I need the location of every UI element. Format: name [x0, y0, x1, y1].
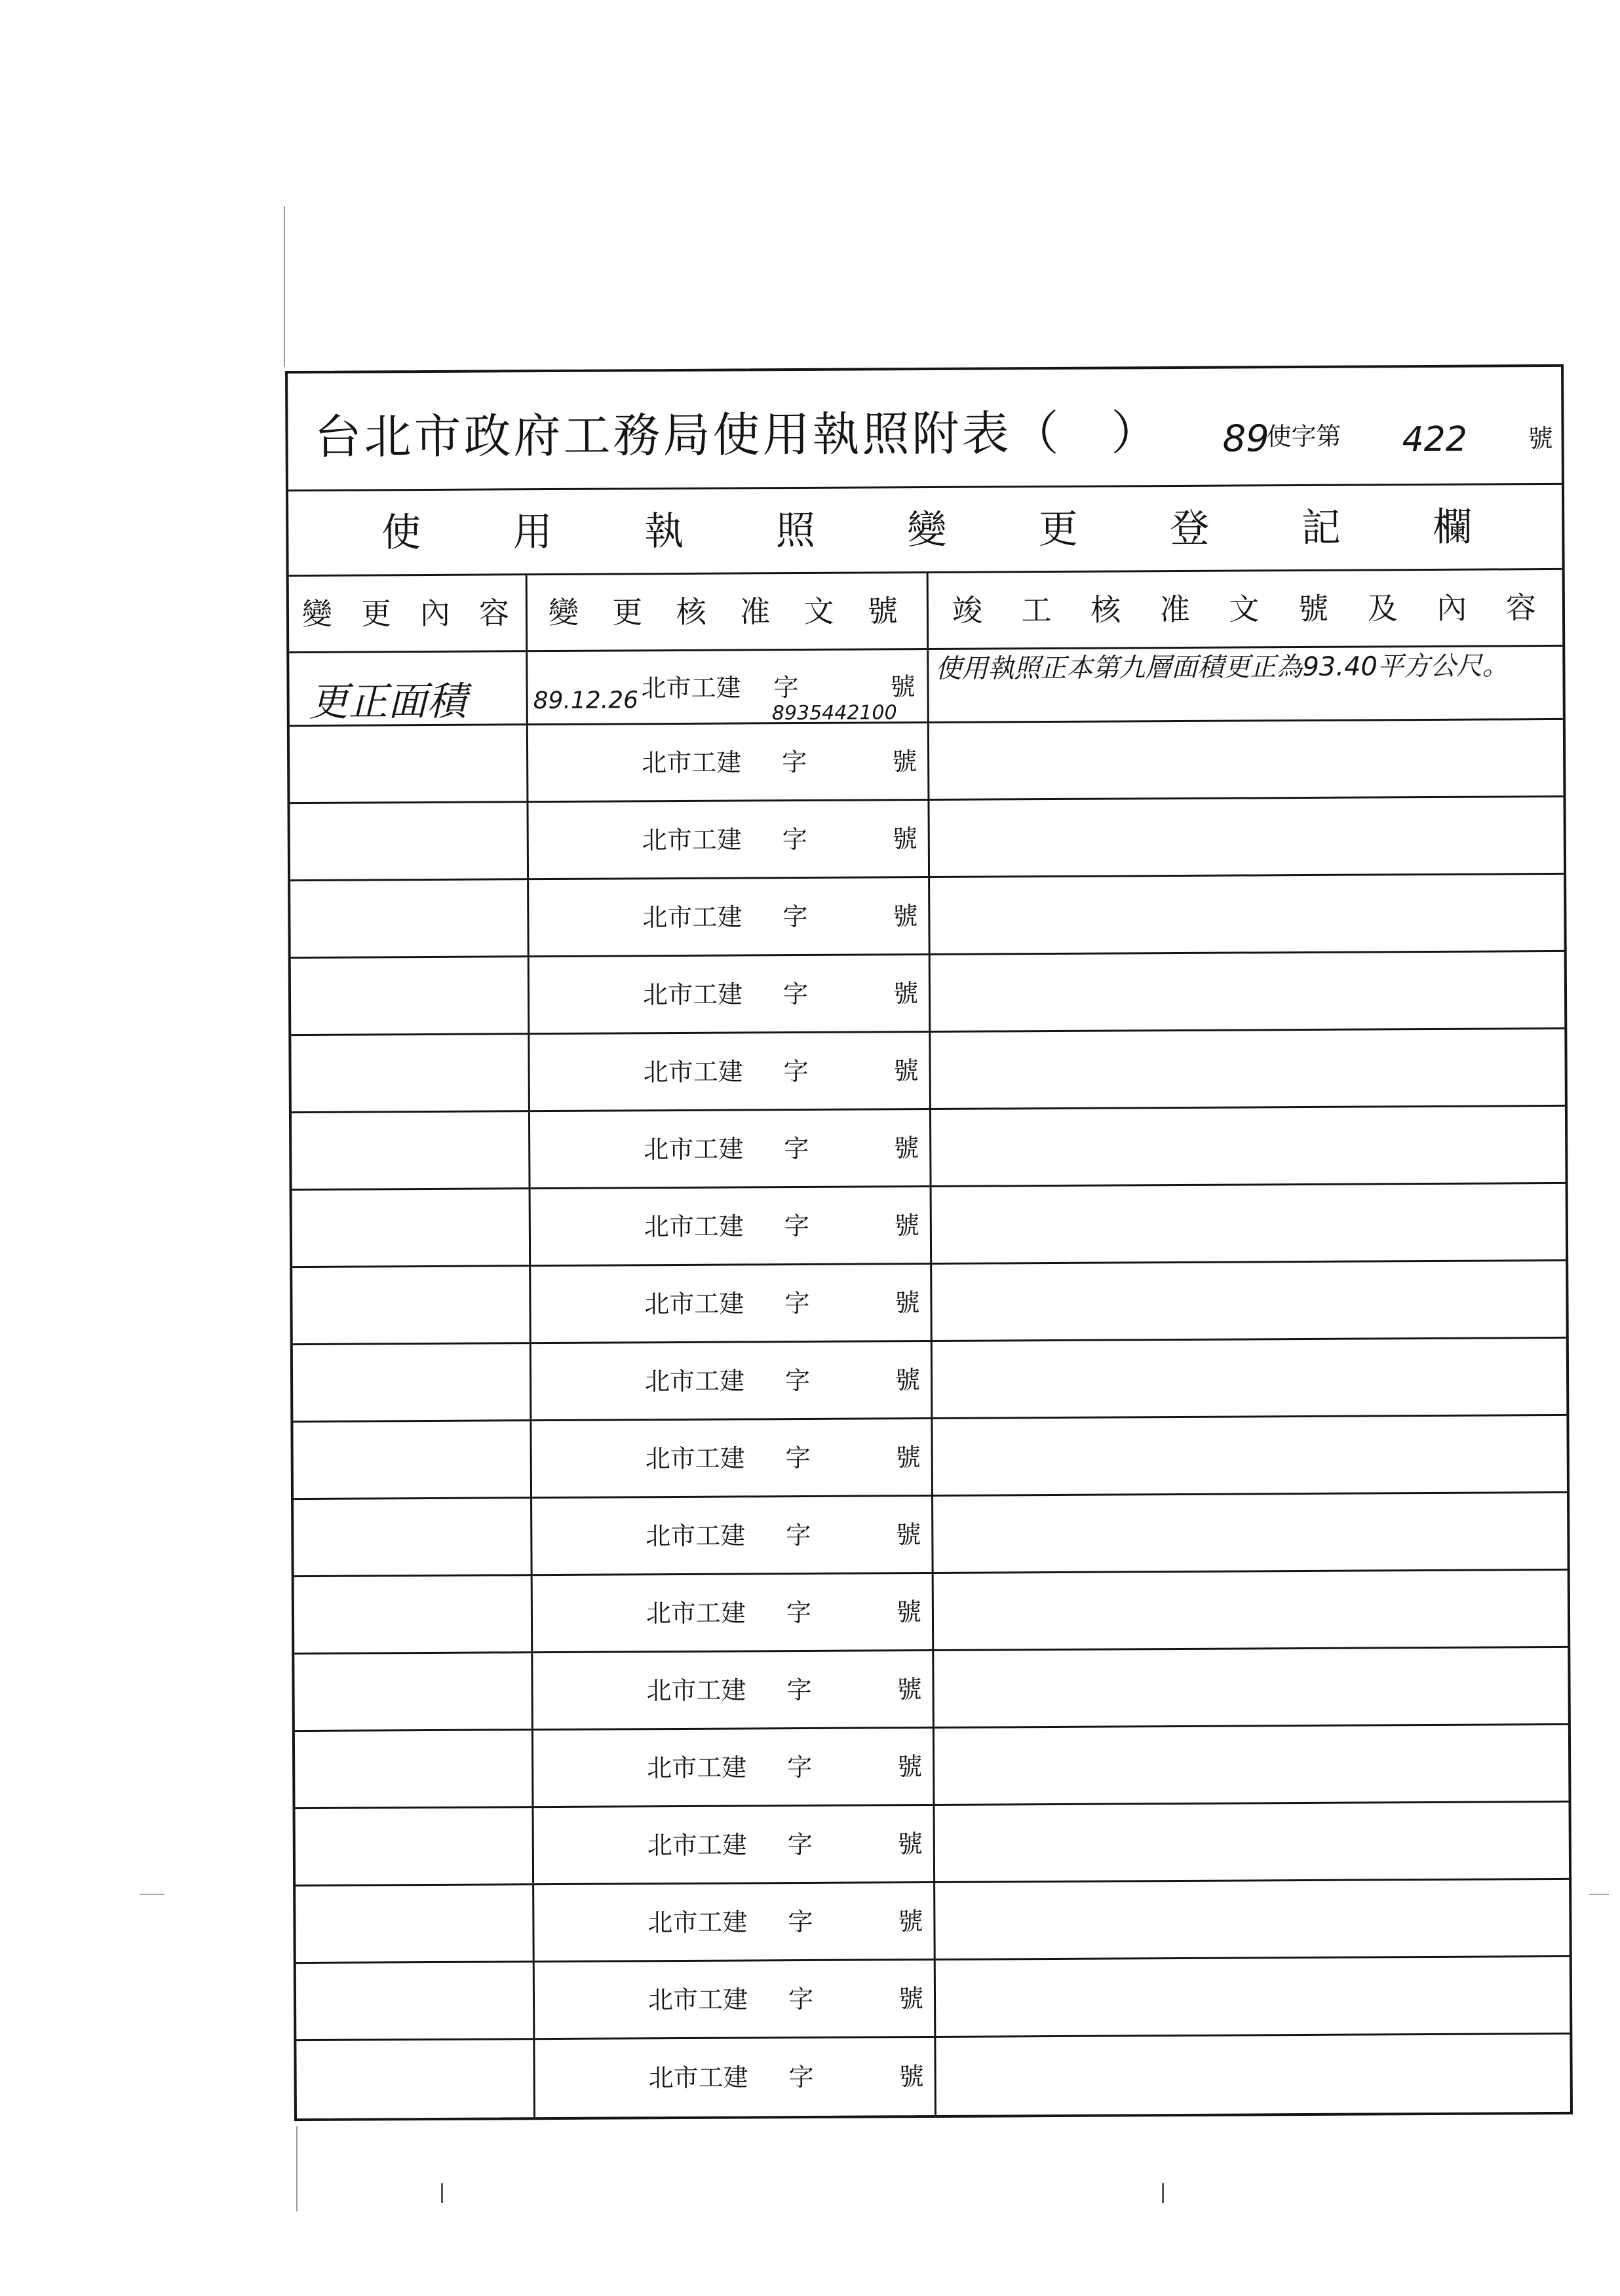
table-row [294, 1493, 1568, 1577]
change-content-cell [291, 1035, 530, 1111]
zi-label: 字 [783, 1056, 809, 1086]
heading-char: 更 [612, 594, 643, 630]
approval-doc-cell [531, 1265, 933, 1342]
header-cell [528, 573, 929, 650]
office-label: 北市工建 [647, 1752, 747, 1782]
form-title: 台北市政府工務局使用執照附表（ ） [314, 405, 1161, 465]
table-row [294, 1648, 1568, 1732]
table-row [291, 1029, 1565, 1113]
change-content-cell [291, 957, 530, 1034]
completion-cell [934, 1571, 1568, 1649]
approval-doc-cell [530, 955, 931, 1033]
heading-char: 及 [1367, 590, 1398, 626]
office-label: 北市工建 [642, 902, 742, 932]
hao-label: 號 [893, 901, 918, 930]
office-label: 北市工建 [644, 1134, 744, 1164]
change-content-cell [296, 2040, 535, 2118]
completion-cell [931, 1107, 1566, 1185]
section-heading-row [288, 485, 1562, 577]
approval-doc-cell [533, 1651, 935, 1729]
scan-tick [441, 2183, 443, 2203]
heading-char: 容 [1505, 590, 1537, 626]
change-content-cell [290, 803, 529, 879]
zi-label: 字 [782, 747, 807, 776]
office-label: 北市工建 [645, 1443, 745, 1473]
table-row [292, 1184, 1566, 1268]
approval-doc-cell [529, 878, 931, 955]
hao-label: 號 [893, 1056, 919, 1085]
heading-char: 內 [1437, 590, 1467, 626]
zi-label: 字 [773, 673, 799, 702]
approval-doc-cell [534, 1806, 936, 1883]
completion-cell [935, 1803, 1570, 1881]
table-row [292, 1107, 1566, 1191]
heading-char: 文 [1229, 591, 1260, 627]
table-row [292, 1261, 1566, 1345]
form-table [285, 364, 1573, 2121]
office-label: 北市工建 [647, 1907, 748, 1937]
zi-label: 字 [788, 1984, 814, 2014]
heading-char: 文 [803, 593, 834, 629]
license-suffix: 號 [1528, 423, 1553, 453]
table-row [296, 2035, 1570, 2118]
license-year: 89 [1222, 417, 1270, 461]
completion-cell [932, 1261, 1566, 1340]
table-row [295, 1725, 1569, 1809]
office-label: 北市工建 [644, 1366, 745, 1396]
table-row [293, 1416, 1567, 1500]
heading-char: 竣 [952, 592, 983, 628]
heading-char: 工 [1021, 592, 1052, 628]
scan-dash [1589, 1894, 1609, 1895]
license-label: 使字第 [1266, 421, 1341, 451]
approval-doc-cell [528, 801, 930, 878]
scan-tick [1162, 2183, 1164, 2203]
zi-label: 字 [784, 1211, 809, 1240]
completion-cell [929, 797, 1564, 876]
hao-label: 號 [894, 1210, 919, 1240]
heading-char: 更 [360, 596, 392, 632]
completion-cell [933, 1493, 1568, 1572]
header-cell [929, 570, 1563, 648]
change-content-cell [289, 652, 528, 725]
approval-doc-cell [534, 1883, 936, 1961]
office-label: 北市工建 [642, 824, 742, 854]
office-label: 北市工建 [643, 1056, 743, 1086]
heading-char: 記 [1301, 505, 1341, 551]
zi-label: 字 [786, 1520, 811, 1550]
change-content-text: 更正面積 [309, 678, 467, 725]
hao-label: 號 [898, 1906, 923, 1936]
office-label: 北市工建 [647, 1829, 747, 1860]
change-content-cell [293, 1421, 532, 1498]
column-header-completion [929, 570, 1563, 648]
heading-char: 內 [419, 595, 451, 632]
change-content-cell [294, 1653, 533, 1730]
zi-label: 字 [784, 1366, 811, 1395]
approval-doc-number: 8935442100 [771, 701, 897, 725]
approval-doc-cell [531, 1342, 933, 1419]
zi-label: 字 [784, 1134, 809, 1163]
change-content-cell [295, 1731, 534, 1807]
change-content-cell [294, 1576, 533, 1653]
heading-char: 更 [1038, 506, 1078, 552]
heading-char: 執 [644, 508, 684, 554]
heading-char: 核 [676, 594, 706, 630]
change-content-cell [292, 1112, 531, 1189]
office-label: 北市工建 [646, 1520, 746, 1550]
change-content-cell [294, 1499, 533, 1575]
completion-cell [933, 1339, 1567, 1417]
hao-label: 號 [898, 1983, 924, 2013]
completion-cell [930, 875, 1564, 953]
scan-dash [140, 1894, 164, 1895]
office-label: 北市工建 [644, 1288, 744, 1318]
approval-doc-cell [531, 1187, 933, 1265]
change-content-cell [296, 1885, 535, 1962]
section-heading [381, 504, 1472, 556]
approval-date: 89.12.26 [533, 687, 639, 715]
approval-doc-cell [533, 1729, 935, 1806]
hao-label: 號 [890, 672, 916, 702]
completion-text: 使用執照正本第九層面積更正為93.40平方公尺。 [935, 651, 1509, 684]
change-content-cell [290, 725, 529, 802]
approval-doc-cell [532, 1497, 934, 1574]
approval-doc-cell [528, 723, 930, 801]
change-content-cell [293, 1344, 532, 1421]
table-row [290, 720, 1564, 804]
completion-cell [934, 1648, 1568, 1727]
office-label: 北市工建 [641, 673, 741, 703]
approval-doc-cell [535, 2038, 936, 2117]
heading-char: 核 [1090, 592, 1121, 628]
title-row [288, 367, 1562, 491]
change-content-cell [292, 1189, 531, 1266]
table-row [290, 797, 1564, 881]
completion-cell [933, 1416, 1567, 1495]
hao-label: 號 [898, 2062, 924, 2092]
zi-label: 字 [788, 2062, 814, 2092]
table-row [296, 1880, 1570, 1964]
hao-label: 號 [895, 1365, 921, 1394]
office-label: 北市工建 [648, 2063, 748, 2093]
zi-label: 字 [785, 1443, 811, 1472]
heading-char: 欄 [1433, 504, 1473, 550]
change-content-cell [296, 1962, 535, 2039]
approval-doc-cell [531, 1419, 933, 1497]
office-label: 北市工建 [647, 1984, 748, 2014]
hao-label: 號 [895, 1288, 920, 1317]
completion-cell [929, 647, 1563, 721]
approval-doc-cell [528, 650, 929, 723]
approval-doc-cell [530, 1033, 931, 1110]
completion-cell [935, 1725, 1569, 1804]
heading-char: 准 [1159, 591, 1190, 628]
hao-label: 號 [895, 1442, 921, 1472]
heading-char: 照 [775, 507, 815, 554]
column-header-change-content [289, 575, 526, 651]
zi-label: 字 [782, 902, 808, 931]
heading-char: 登 [1170, 505, 1210, 552]
office-label: 北市工建 [646, 1675, 746, 1705]
hao-label: 號 [897, 1674, 922, 1704]
table-row [293, 1339, 1567, 1423]
table-row [296, 1957, 1570, 2041]
zi-label: 字 [782, 824, 807, 854]
zi-label: 字 [787, 1752, 813, 1782]
office-label: 北市工建 [642, 979, 743, 1009]
heading-char: 號 [1298, 590, 1329, 627]
zi-label: 字 [787, 1829, 813, 1859]
table-row [289, 647, 1563, 727]
scan-fold-line [296, 2126, 298, 2211]
heading-char: 准 [739, 594, 771, 630]
heading-char: 容 [478, 595, 510, 631]
hao-label: 號 [892, 824, 917, 853]
zi-label: 字 [786, 1675, 812, 1704]
table-row [294, 1571, 1568, 1655]
heading-char: 號 [867, 593, 898, 629]
scan-fold-line [284, 206, 285, 367]
approval-doc-cell [533, 1574, 935, 1651]
hao-label: 號 [896, 1520, 921, 1549]
completion-cell [929, 720, 1564, 799]
office-label: 北市工建 [644, 1211, 744, 1241]
zi-label: 字 [788, 1907, 813, 1936]
completion-cell [935, 1880, 1570, 1959]
zi-label: 字 [786, 1598, 812, 1627]
heading-char: 變 [907, 507, 947, 553]
change-content-cell [292, 1267, 531, 1343]
hao-label: 號 [897, 1751, 923, 1781]
heading-char: 變 [301, 596, 333, 632]
header-cell [289, 575, 528, 651]
office-label: 北市工建 [646, 1598, 746, 1628]
heading-char: 變 [548, 594, 579, 631]
approval-doc-cell [535, 1961, 936, 2038]
table-row [296, 1803, 1570, 1886]
change-content-cell [296, 1808, 535, 1885]
approval-doc-cell [530, 1110, 932, 1187]
completion-cell [932, 1184, 1566, 1263]
change-content-cell [290, 880, 530, 957]
license-number: 422 [1402, 419, 1468, 460]
column-header-approval-doc [528, 573, 927, 650]
completion-cell [931, 952, 1565, 1031]
hao-label: 號 [893, 978, 919, 1008]
table-row [291, 952, 1565, 1036]
completion-cell [931, 1029, 1565, 1108]
zi-label: 字 [784, 1288, 810, 1318]
hao-label: 號 [892, 746, 917, 776]
office-label: 北市工建 [642, 747, 742, 777]
heading-char: 使 [381, 509, 421, 556]
table-row [290, 875, 1564, 959]
completion-cell [936, 2035, 1570, 2115]
column-header-row [289, 570, 1563, 653]
completion-cell [936, 1957, 1570, 2036]
hao-label: 號 [896, 1597, 922, 1626]
zi-label: 字 [782, 979, 809, 1008]
heading-char: 用 [512, 508, 552, 555]
hao-label: 號 [894, 1133, 919, 1162]
hao-label: 號 [897, 1829, 923, 1858]
